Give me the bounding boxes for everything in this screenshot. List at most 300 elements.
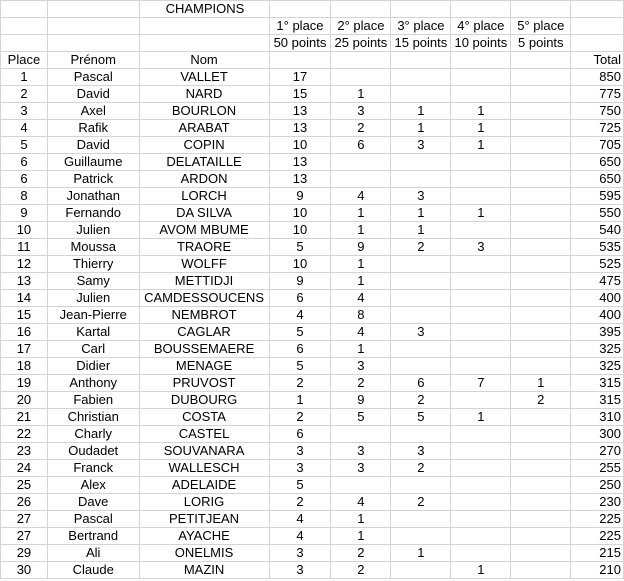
cell-place[interactable]: 11 [1, 239, 48, 256]
cell-fifth-place-count[interactable] [511, 341, 571, 358]
cell-second-place-count[interactable]: 2 [331, 375, 391, 392]
cell-total[interactable]: 270 [571, 443, 624, 460]
cell-place[interactable]: 27 [1, 511, 48, 528]
cell-total[interactable]: 595 [571, 188, 624, 205]
cell-first-place-count[interactable]: 3 [269, 545, 331, 562]
cell-place[interactable]: 4 [1, 120, 48, 137]
cell-nom[interactable]: WALLESCH [139, 460, 269, 477]
cell-fifth-place-count[interactable] [511, 69, 571, 86]
cell-total[interactable]: 750 [571, 103, 624, 120]
cell[interactable] [451, 1, 511, 18]
cell-second-place-count[interactable]: 4 [331, 290, 391, 307]
cell-total[interactable]: 395 [571, 324, 624, 341]
cell-prenom[interactable]: Axel [47, 103, 139, 120]
cell[interactable] [571, 1, 624, 18]
cell-second-place-count[interactable]: 4 [331, 188, 391, 205]
cell-place[interactable]: 24 [1, 460, 48, 477]
cell-place[interactable]: 20 [1, 392, 48, 409]
cell-total[interactable]: 315 [571, 392, 624, 409]
cell-third-place-count[interactable] [391, 290, 451, 307]
cell-first-place-count[interactable]: 6 [269, 426, 331, 443]
cell-nom[interactable]: MAZIN [139, 562, 269, 579]
cell-total[interactable]: 255 [571, 460, 624, 477]
cell-fifth-place-count[interactable] [511, 511, 571, 528]
cell[interactable] [391, 1, 451, 18]
cell-second-place-count[interactable] [331, 426, 391, 443]
cell-third-place-count[interactable]: 2 [391, 460, 451, 477]
cell-nom[interactable]: DUBOURG [139, 392, 269, 409]
cell-prenom[interactable]: Thierry [47, 256, 139, 273]
cell-nom[interactable]: AVOM MBUME [139, 222, 269, 239]
cell-prenom[interactable]: Franck [47, 460, 139, 477]
cell-total[interactable]: 325 [571, 358, 624, 375]
cell-fourth-place-count[interactable] [451, 290, 511, 307]
cell-third-place-count[interactable]: 1 [391, 545, 451, 562]
cell-fourth-place-count[interactable]: 7 [451, 375, 511, 392]
cell-first-place-count[interactable]: 5 [269, 358, 331, 375]
cell-fourth-place-count[interactable] [451, 443, 511, 460]
cell-fifth-place-count[interactable] [511, 477, 571, 494]
cell[interactable] [451, 52, 511, 69]
cell-fourth-place-count[interactable] [451, 171, 511, 188]
cell-second-place-count[interactable]: 1 [331, 205, 391, 222]
cell-place[interactable]: 3 [1, 103, 48, 120]
cell-third-place-count[interactable] [391, 528, 451, 545]
cell-third-place-count[interactable] [391, 154, 451, 171]
cell-second-place-count[interactable]: 8 [331, 307, 391, 324]
cell-fifth-place-count[interactable] [511, 443, 571, 460]
cell-fifth-place-count[interactable] [511, 239, 571, 256]
points-label-1[interactable]: 50 points [269, 35, 331, 52]
cell-nom[interactable]: NARD [139, 86, 269, 103]
cell-total[interactable]: 525 [571, 256, 624, 273]
cell-third-place-count[interactable] [391, 511, 451, 528]
cell-prenom[interactable]: Carl [47, 341, 139, 358]
cell-third-place-count[interactable] [391, 86, 451, 103]
cell-first-place-count[interactable]: 6 [269, 341, 331, 358]
cell-fifth-place-count[interactable] [511, 103, 571, 120]
cell-place[interactable]: 15 [1, 307, 48, 324]
cell-second-place-count[interactable]: 1 [331, 86, 391, 103]
cell-prenom[interactable]: Christian [47, 409, 139, 426]
cell-first-place-count[interactable]: 10 [269, 222, 331, 239]
cell-first-place-count[interactable]: 9 [269, 188, 331, 205]
cell-nom[interactable]: AYACHE [139, 528, 269, 545]
cell[interactable] [571, 35, 624, 52]
cell-third-place-count[interactable]: 3 [391, 137, 451, 154]
cell-third-place-count[interactable] [391, 477, 451, 494]
cell-fifth-place-count[interactable] [511, 426, 571, 443]
cell-fourth-place-count[interactable]: 1 [451, 409, 511, 426]
cell-fifth-place-count[interactable] [511, 324, 571, 341]
cell-fifth-place-count[interactable] [511, 256, 571, 273]
cell-total[interactable]: 850 [571, 69, 624, 86]
cell-fifth-place-count[interactable] [511, 86, 571, 103]
cell-first-place-count[interactable]: 5 [269, 324, 331, 341]
cell-place[interactable]: 1 [1, 69, 48, 86]
cell-second-place-count[interactable]: 3 [331, 103, 391, 120]
cell-first-place-count[interactable]: 15 [269, 86, 331, 103]
cell-second-place-count[interactable]: 5 [331, 409, 391, 426]
cell-nom[interactable]: BOURLON [139, 103, 269, 120]
cell-second-place-count[interactable] [331, 477, 391, 494]
cell-second-place-count[interactable]: 1 [331, 256, 391, 273]
cell-second-place-count[interactable]: 9 [331, 239, 391, 256]
cell-total[interactable]: 775 [571, 86, 624, 103]
cell-place[interactable]: 26 [1, 494, 48, 511]
cell-nom[interactable]: CAGLAR [139, 324, 269, 341]
cell-fifth-place-count[interactable] [511, 307, 571, 324]
cell[interactable] [331, 52, 391, 69]
cell-total[interactable]: 400 [571, 290, 624, 307]
cell-prenom[interactable]: Moussa [47, 239, 139, 256]
cell-place[interactable]: 23 [1, 443, 48, 460]
cell-third-place-count[interactable] [391, 562, 451, 579]
cell-place[interactable]: 13 [1, 273, 48, 290]
cell-prenom[interactable]: Alex [47, 477, 139, 494]
cell[interactable] [1, 1, 48, 18]
cell-fifth-place-count[interactable] [511, 154, 571, 171]
cell-first-place-count[interactable]: 4 [269, 307, 331, 324]
cell-third-place-count[interactable] [391, 273, 451, 290]
cell-fifth-place-count[interactable] [511, 188, 571, 205]
cell-nom[interactable]: CAMDESSOUCENS [139, 290, 269, 307]
cell-total[interactable]: 550 [571, 205, 624, 222]
cell-place[interactable]: 17 [1, 341, 48, 358]
cell-fourth-place-count[interactable] [451, 392, 511, 409]
cell-fifth-place-count[interactable] [511, 562, 571, 579]
cell-third-place-count[interactable] [391, 69, 451, 86]
cell-fifth-place-count[interactable] [511, 137, 571, 154]
cell-third-place-count[interactable]: 1 [391, 205, 451, 222]
cell-fourth-place-count[interactable] [451, 86, 511, 103]
cell-second-place-count[interactable]: 1 [331, 273, 391, 290]
cell-fourth-place-count[interactable] [451, 358, 511, 375]
cell-first-place-count[interactable]: 17 [269, 69, 331, 86]
cell-place[interactable]: 14 [1, 290, 48, 307]
cell-prenom[interactable]: Didier [47, 358, 139, 375]
cell-prenom[interactable]: Jean-Pierre [47, 307, 139, 324]
cell-fifth-place-count[interactable]: 1 [511, 375, 571, 392]
cell-nom[interactable]: VALLET [139, 69, 269, 86]
cell-second-place-count[interactable]: 1 [331, 341, 391, 358]
cell-first-place-count[interactable]: 6 [269, 290, 331, 307]
cell-second-place-count[interactable]: 9 [331, 392, 391, 409]
cell-prenom[interactable]: Pascal [47, 511, 139, 528]
cell-first-place-count[interactable]: 2 [269, 375, 331, 392]
points-label-2[interactable]: 25 points [331, 35, 391, 52]
cell-fourth-place-count[interactable] [451, 307, 511, 324]
cell-nom[interactable]: WOLFF [139, 256, 269, 273]
cell-total[interactable]: 535 [571, 239, 624, 256]
cell-prenom[interactable]: Pascal [47, 69, 139, 86]
cell-second-place-count[interactable]: 1 [331, 511, 391, 528]
cell-total[interactable]: 315 [571, 375, 624, 392]
cell-place[interactable]: 9 [1, 205, 48, 222]
place-label-5[interactable]: 5° place [511, 18, 571, 35]
cell-fifth-place-count[interactable] [511, 171, 571, 188]
cell-second-place-count[interactable] [331, 69, 391, 86]
cell-total[interactable]: 210 [571, 562, 624, 579]
cell-prenom[interactable]: Charly [47, 426, 139, 443]
cell-prenom[interactable]: Kartal [47, 324, 139, 341]
cell-third-place-count[interactable]: 2 [391, 239, 451, 256]
cell[interactable] [571, 18, 624, 35]
cell-first-place-count[interactable]: 2 [269, 409, 331, 426]
cell-third-place-count[interactable] [391, 256, 451, 273]
cell-first-place-count[interactable]: 3 [269, 562, 331, 579]
cell-fourth-place-count[interactable]: 1 [451, 103, 511, 120]
cell-fourth-place-count[interactable] [451, 324, 511, 341]
cell-fourth-place-count[interactable] [451, 460, 511, 477]
cell-fourth-place-count[interactable]: 1 [451, 120, 511, 137]
cell-nom[interactable]: PETITJEAN [139, 511, 269, 528]
cell-fifth-place-count[interactable] [511, 120, 571, 137]
cell-fourth-place-count[interactable]: 1 [451, 205, 511, 222]
cell-fifth-place-count[interactable] [511, 222, 571, 239]
cell-place[interactable]: 6 [1, 154, 48, 171]
cell-third-place-count[interactable]: 3 [391, 443, 451, 460]
cell-fifth-place-count[interactable] [511, 205, 571, 222]
cell-place[interactable]: 5 [1, 137, 48, 154]
cell-nom[interactable]: BOUSSEMAERE [139, 341, 269, 358]
cell-nom[interactable]: ONELMIS [139, 545, 269, 562]
cell-fourth-place-count[interactable]: 1 [451, 137, 511, 154]
cell-prenom[interactable]: Anthony [47, 375, 139, 392]
cell-nom[interactable]: COSTA [139, 409, 269, 426]
cell-fifth-place-count[interactable] [511, 494, 571, 511]
cell-prenom[interactable]: Dave [47, 494, 139, 511]
cell-total[interactable]: 225 [571, 511, 624, 528]
cell-place[interactable]: 6 [1, 171, 48, 188]
cell-place[interactable]: 12 [1, 256, 48, 273]
cell-second-place-count[interactable]: 2 [331, 120, 391, 137]
cell-prenom[interactable]: Ali [47, 545, 139, 562]
cell-prenom[interactable]: Guillaume [47, 154, 139, 171]
cell-third-place-count[interactable]: 6 [391, 375, 451, 392]
cell-total[interactable]: 250 [571, 477, 624, 494]
points-label-3[interactable]: 15 points [391, 35, 451, 52]
cell-second-place-count[interactable]: 3 [331, 443, 391, 460]
cell-prenom[interactable]: Fabien [47, 392, 139, 409]
cell-nom[interactable]: METTIDJI [139, 273, 269, 290]
cell-prenom[interactable]: Bertrand [47, 528, 139, 545]
cell-prenom[interactable]: David [47, 86, 139, 103]
cell-total[interactable]: 230 [571, 494, 624, 511]
cell-third-place-count[interactable]: 2 [391, 392, 451, 409]
cell-prenom[interactable]: Julien [47, 290, 139, 307]
cell-fourth-place-count[interactable]: 1 [451, 562, 511, 579]
cell-third-place-count[interactable] [391, 307, 451, 324]
cell-third-place-count[interactable]: 1 [391, 120, 451, 137]
cell-fourth-place-count[interactable]: 3 [451, 239, 511, 256]
cell-place[interactable]: 27 [1, 528, 48, 545]
cell[interactable] [331, 1, 391, 18]
cell-third-place-count[interactable]: 2 [391, 494, 451, 511]
cell-third-place-count[interactable] [391, 341, 451, 358]
cell-first-place-count[interactable]: 1 [269, 392, 331, 409]
cell-second-place-count[interactable]: 1 [331, 528, 391, 545]
cell-place[interactable]: 16 [1, 324, 48, 341]
cell-place[interactable]: 21 [1, 409, 48, 426]
cell-first-place-count[interactable]: 13 [269, 154, 331, 171]
cell-prenom[interactable]: Claude [47, 562, 139, 579]
cell-first-place-count[interactable]: 3 [269, 443, 331, 460]
cell-third-place-count[interactable] [391, 171, 451, 188]
cell-third-place-count[interactable]: 3 [391, 324, 451, 341]
cell-nom[interactable]: LORIG [139, 494, 269, 511]
place-label-4[interactable]: 4° place [451, 18, 511, 35]
cell-third-place-count[interactable] [391, 426, 451, 443]
cell[interactable] [47, 35, 139, 52]
cell-second-place-count[interactable]: 4 [331, 324, 391, 341]
cell[interactable] [269, 52, 331, 69]
cell-fifth-place-count[interactable] [511, 273, 571, 290]
cell-total[interactable]: 725 [571, 120, 624, 137]
cell-fifth-place-count[interactable] [511, 409, 571, 426]
cell-prenom[interactable]: Oudadet [47, 443, 139, 460]
cell-prenom[interactable]: Samy [47, 273, 139, 290]
cell-nom[interactable]: TRAORE [139, 239, 269, 256]
column-header-total[interactable]: Total [571, 52, 624, 69]
cell-second-place-count[interactable] [331, 171, 391, 188]
cell-fifth-place-count[interactable] [511, 460, 571, 477]
cell-place[interactable]: 18 [1, 358, 48, 375]
cell-nom[interactable]: MENAGE [139, 358, 269, 375]
cell-total[interactable]: 310 [571, 409, 624, 426]
cell-first-place-count[interactable]: 13 [269, 103, 331, 120]
cell-place[interactable]: 29 [1, 545, 48, 562]
cell-fourth-place-count[interactable] [451, 477, 511, 494]
cell-total[interactable]: 400 [571, 307, 624, 324]
cell-nom[interactable]: SOUVANARA [139, 443, 269, 460]
cell-second-place-count[interactable]: 4 [331, 494, 391, 511]
cell-fourth-place-count[interactable] [451, 273, 511, 290]
cell-prenom[interactable]: Julien [47, 222, 139, 239]
cell-total[interactable]: 225 [571, 528, 624, 545]
cell-first-place-count[interactable]: 2 [269, 494, 331, 511]
cell[interactable] [269, 1, 331, 18]
cell-fifth-place-count[interactable] [511, 358, 571, 375]
cell-total[interactable]: 325 [571, 341, 624, 358]
cell-fourth-place-count[interactable] [451, 545, 511, 562]
cell[interactable] [1, 18, 48, 35]
cell-first-place-count[interactable]: 5 [269, 477, 331, 494]
cell-total[interactable]: 650 [571, 154, 624, 171]
column-header-prenom[interactable]: Prénom [47, 52, 139, 69]
cell-fifth-place-count[interactable] [511, 528, 571, 545]
cell-first-place-count[interactable]: 3 [269, 460, 331, 477]
cell-first-place-count[interactable]: 10 [269, 256, 331, 273]
cell-place[interactable]: 2 [1, 86, 48, 103]
cell-place[interactable]: 8 [1, 188, 48, 205]
cell-total[interactable]: 540 [571, 222, 624, 239]
sheet-title[interactable]: CHAMPIONS [139, 1, 269, 18]
cell-second-place-count[interactable] [331, 154, 391, 171]
cell-place[interactable]: 19 [1, 375, 48, 392]
cell-fifth-place-count[interactable] [511, 545, 571, 562]
cell-first-place-count[interactable]: 4 [269, 528, 331, 545]
cell-nom[interactable]: DA SILVA [139, 205, 269, 222]
cell-second-place-count[interactable]: 3 [331, 460, 391, 477]
cell-second-place-count[interactable]: 2 [331, 545, 391, 562]
cell[interactable] [511, 52, 571, 69]
cell-prenom[interactable]: Patrick [47, 171, 139, 188]
cell-place[interactable]: 10 [1, 222, 48, 239]
cell-third-place-count[interactable] [391, 358, 451, 375]
column-header-nom[interactable]: Nom [139, 52, 269, 69]
cell-total[interactable]: 300 [571, 426, 624, 443]
cell-first-place-count[interactable]: 9 [269, 273, 331, 290]
cell-fourth-place-count[interactable] [451, 256, 511, 273]
cell-nom[interactable]: NEMBROT [139, 307, 269, 324]
cell-prenom[interactable]: Jonathan [47, 188, 139, 205]
cell-nom[interactable]: DELATAILLE [139, 154, 269, 171]
cell-nom[interactable]: CASTEL [139, 426, 269, 443]
cell-second-place-count[interactable]: 6 [331, 137, 391, 154]
cell-second-place-count[interactable]: 1 [331, 222, 391, 239]
column-header-place[interactable]: Place [1, 52, 48, 69]
cell-place[interactable]: 22 [1, 426, 48, 443]
cell-prenom[interactable]: David [47, 137, 139, 154]
cell-prenom[interactable]: Rafik [47, 120, 139, 137]
place-label-1[interactable]: 1° place [269, 18, 331, 35]
cell-total[interactable]: 650 [571, 171, 624, 188]
cell-place[interactable]: 25 [1, 477, 48, 494]
cell-nom[interactable]: LORCH [139, 188, 269, 205]
place-label-2[interactable]: 2° place [331, 18, 391, 35]
cell[interactable] [391, 52, 451, 69]
cell-total[interactable]: 705 [571, 137, 624, 154]
cell-third-place-count[interactable]: 5 [391, 409, 451, 426]
cell-prenom[interactable]: Fernando [47, 205, 139, 222]
cell[interactable] [139, 35, 269, 52]
cell-nom[interactable]: COPIN [139, 137, 269, 154]
cell-third-place-count[interactable]: 1 [391, 222, 451, 239]
cell-third-place-count[interactable]: 1 [391, 103, 451, 120]
cell-nom[interactable]: ARDON [139, 171, 269, 188]
points-label-5[interactable]: 5 points [511, 35, 571, 52]
cell-fourth-place-count[interactable] [451, 222, 511, 239]
cell[interactable] [511, 1, 571, 18]
points-label-4[interactable]: 10 points [451, 35, 511, 52]
cell-first-place-count[interactable]: 4 [269, 511, 331, 528]
place-label-3[interactable]: 3° place [391, 18, 451, 35]
cell-fourth-place-count[interactable] [451, 528, 511, 545]
cell-second-place-count[interactable]: 3 [331, 358, 391, 375]
cell-place[interactable]: 30 [1, 562, 48, 579]
cell-fourth-place-count[interactable] [451, 188, 511, 205]
cell-fourth-place-count[interactable] [451, 341, 511, 358]
cell[interactable] [47, 1, 139, 18]
cell[interactable] [47, 18, 139, 35]
cell-total[interactable]: 475 [571, 273, 624, 290]
cell-fourth-place-count[interactable] [451, 154, 511, 171]
cell-first-place-count[interactable]: 13 [269, 171, 331, 188]
cell[interactable] [1, 35, 48, 52]
cell-fifth-place-count[interactable] [511, 290, 571, 307]
cell-third-place-count[interactable]: 3 [391, 188, 451, 205]
cell-fifth-place-count[interactable]: 2 [511, 392, 571, 409]
cell-first-place-count[interactable]: 5 [269, 239, 331, 256]
cell-fourth-place-count[interactable] [451, 69, 511, 86]
cell-fourth-place-count[interactable] [451, 494, 511, 511]
cell-nom[interactable]: ADELAIDE [139, 477, 269, 494]
cell-second-place-count[interactable]: 2 [331, 562, 391, 579]
cell-first-place-count[interactable]: 10 [269, 205, 331, 222]
cell[interactable] [139, 18, 269, 35]
cell-nom[interactable]: ARABAT [139, 120, 269, 137]
